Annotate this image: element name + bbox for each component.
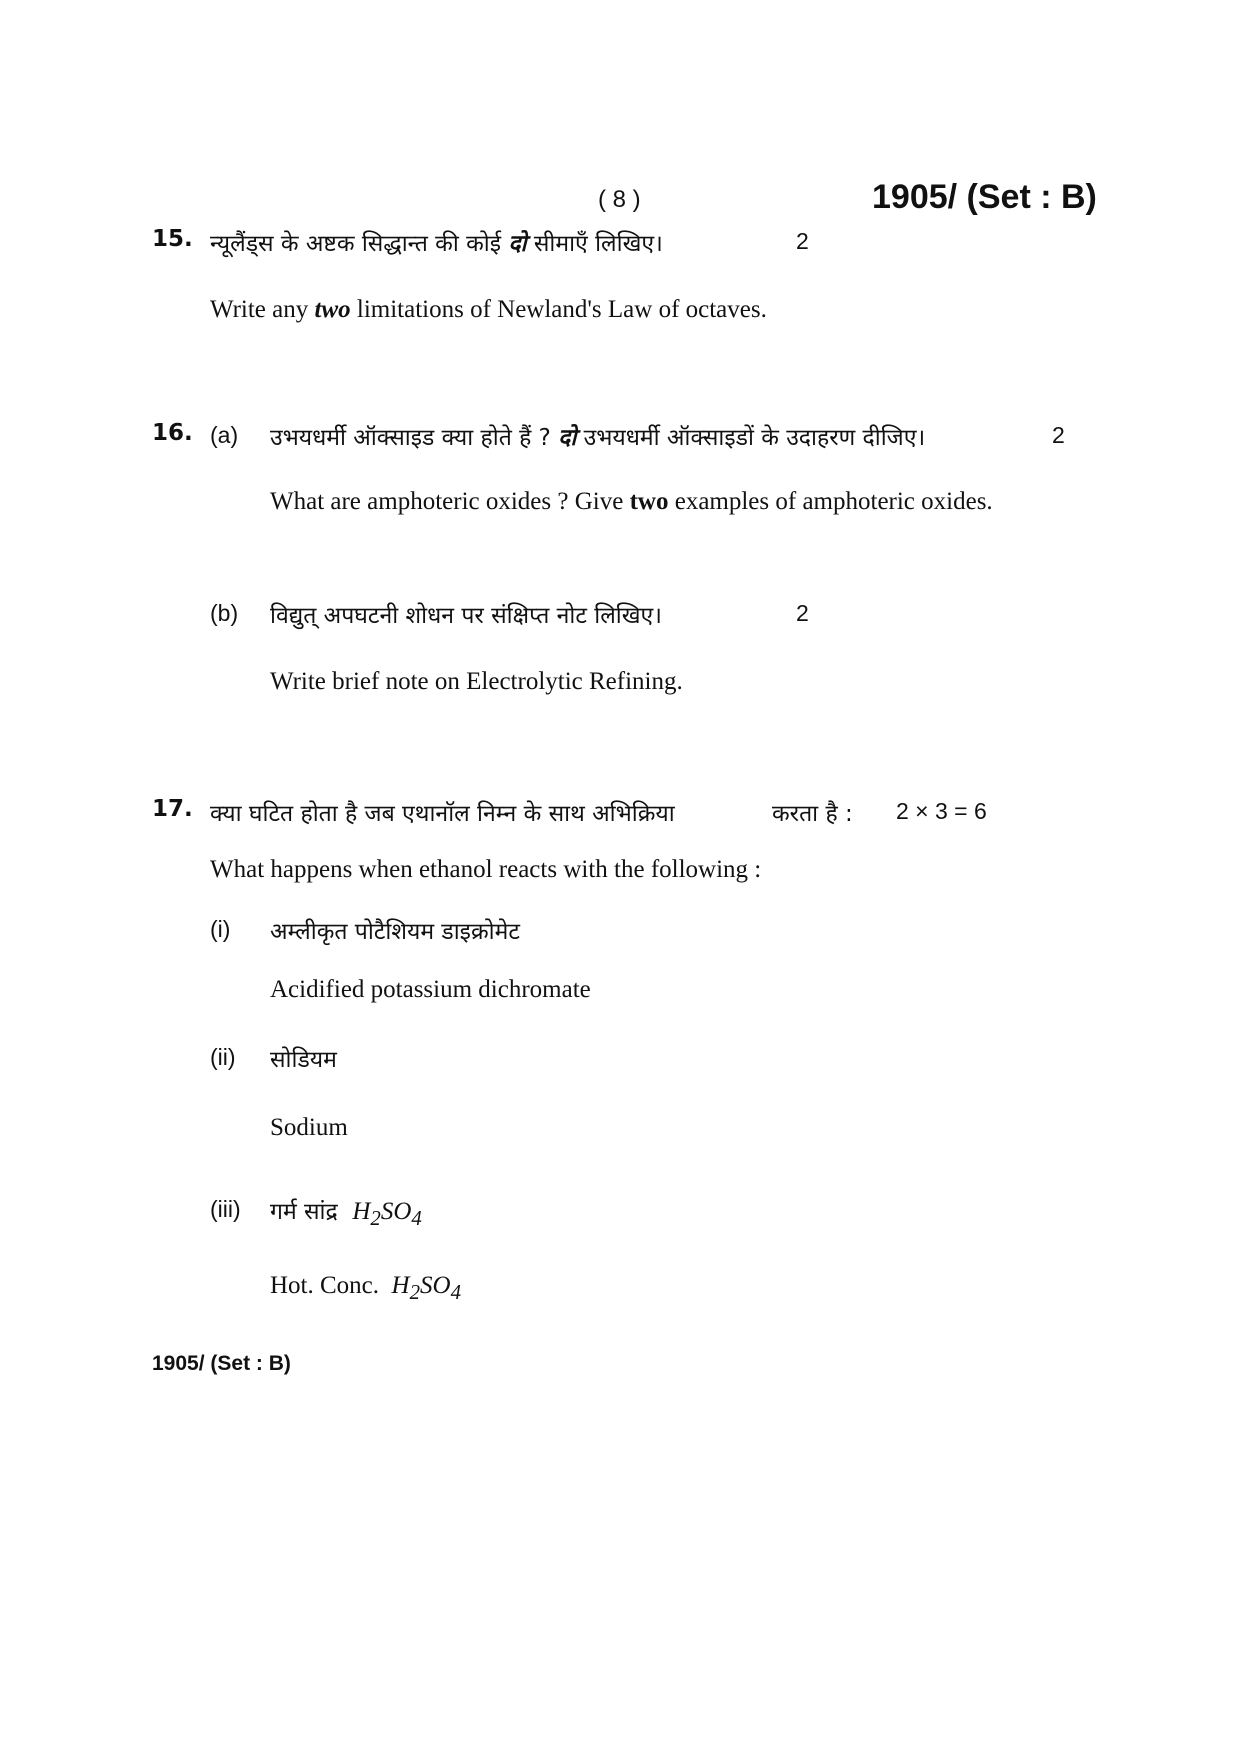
question-16a-marks: 2 (1052, 422, 1065, 448)
question-16-number: 16. (152, 420, 193, 446)
question-16a-hindi-emphasis: दो (558, 425, 577, 451)
question-17ii-hindi: सोडियम (270, 1047, 337, 1073)
question-17-hindi: क्या घटित होता है जब एथानॉल निम्न के साथ अभिक्रिया (210, 801, 675, 827)
question-15-number: 15. (152, 226, 193, 252)
question-17ii-english: Sodium (270, 1114, 348, 1141)
question-17i-hindi: अम्लीकृत पोटैशियम डाइक्रोमेट (270, 919, 520, 945)
question-16a-english: What are amphoteric oxides ? Give two examples of amphoteric oxides. (270, 488, 993, 515)
page-number: ( 8 ) (598, 186, 641, 213)
question-16b-hindi: विद्युत् अपघटनी शोधन पर संक्षिप्त नोट लिखिए। (270, 603, 662, 629)
question-17ii-label: (ii) (210, 1044, 236, 1070)
set-code-footer: 1905/ (Set : B) (152, 1352, 291, 1375)
question-17iii-english: Hot. Conc. $H_2SO_4$ (270, 1272, 461, 1304)
question-17-marks: 2 × 3 = 6 (896, 798, 987, 824)
set-code-header: 1905/ (Set : B) (872, 178, 1097, 216)
question-16a-label: (a) (210, 422, 239, 448)
question-15-english-emphasis: two (314, 296, 351, 323)
question-15-marks: 2 (796, 228, 809, 254)
question-16b-marks: 2 (796, 600, 809, 626)
question-17-hindi-tail: करता है : (772, 801, 853, 827)
question-15-hindi: न्यूलैंड्स के अष्टक सिद्धान्त की कोई दो सीमाएँ लिखिए। (210, 231, 663, 257)
question-15-english: Write any two limitations of Newland's Law of octaves. (210, 296, 767, 323)
question-15-hindi-emphasis: दो (508, 231, 527, 257)
question-17iii-hindi: गर्म सांद्र $H_2SO_4$ (270, 1198, 422, 1230)
question-17iii-label: (iii) (210, 1196, 241, 1222)
question-16a-english-emphasis: two (629, 488, 669, 515)
question-17i-english: Acidified potassium dichromate (270, 976, 591, 1003)
h2so4-formula: $H_2SO_4$ (352, 1198, 422, 1230)
question-17-english: What happens when ethanol reacts with the following : (210, 856, 762, 883)
question-17-number: 17. (152, 796, 193, 822)
question-16b-label: (b) (210, 600, 239, 626)
question-16a-hindi: उभयधर्मी ऑक्साइड क्या होते हैं ? दो उभयधर्मी ऑक्साइडों के उदाहरण दीजिए। (270, 425, 926, 451)
h2so4-formula-english: $H_2SO_4$ (391, 1272, 461, 1304)
question-17i-label: (i) (210, 916, 231, 942)
question-16b-english: Write brief note on Electrolytic Refining. (270, 668, 683, 695)
